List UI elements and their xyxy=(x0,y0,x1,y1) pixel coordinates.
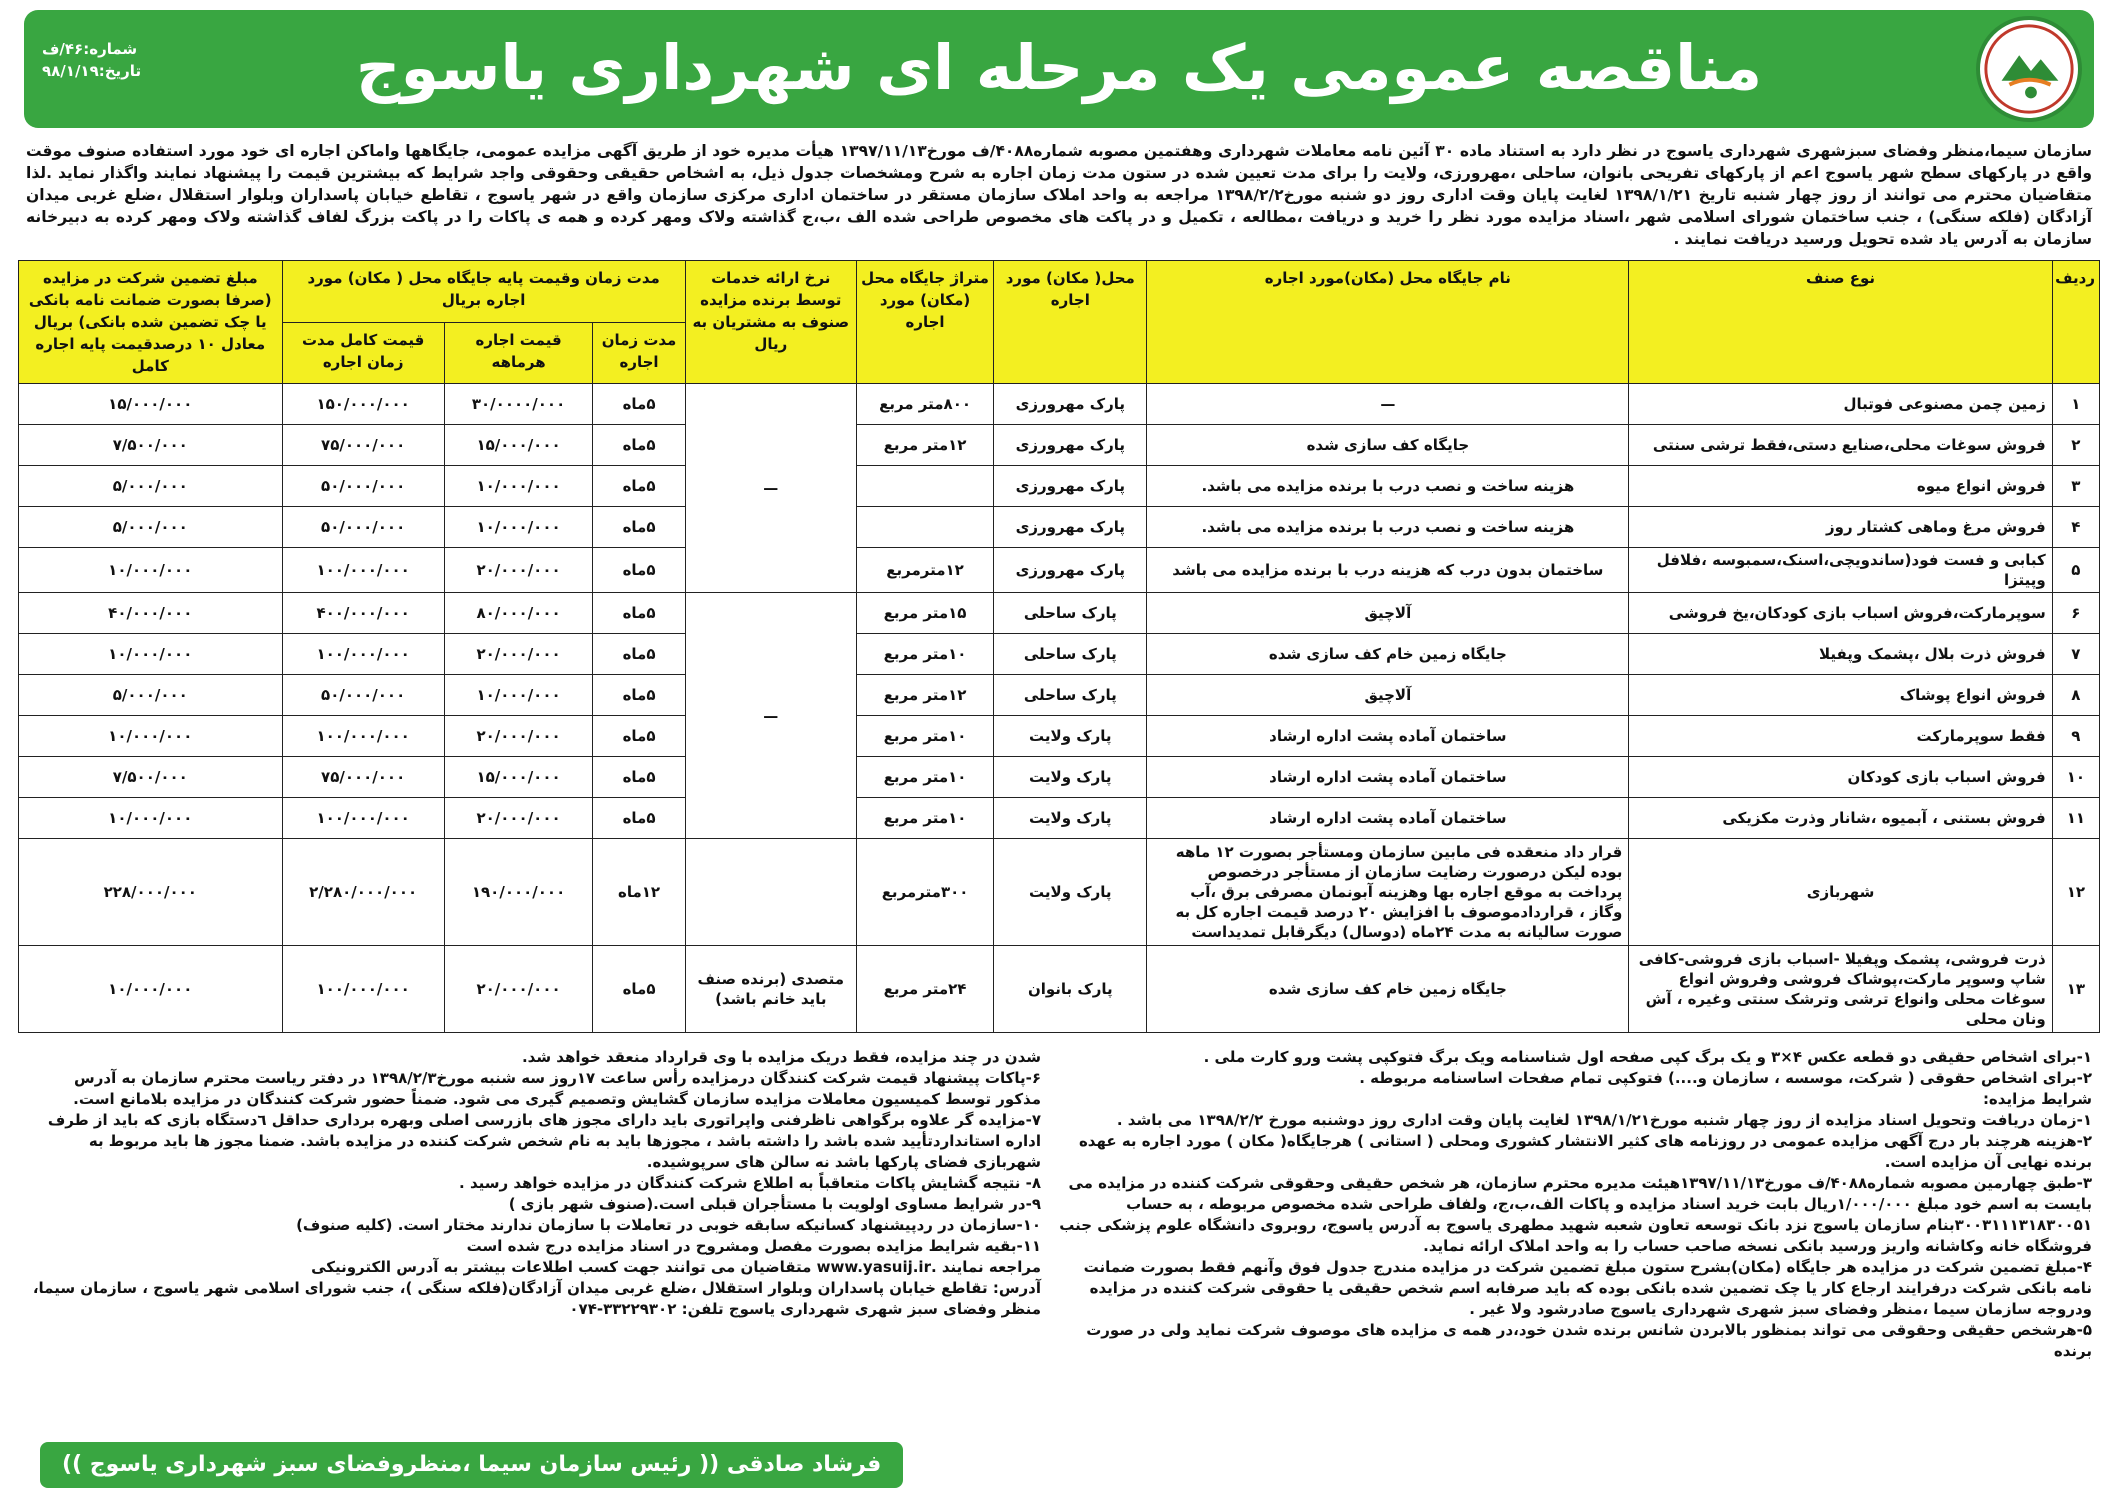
cell-total: ۴۰۰/۰۰۰/۰۰۰ xyxy=(282,593,444,634)
cell-spot: جایگاه کف سازی شده xyxy=(1147,425,1629,466)
reference-info xyxy=(42,38,141,82)
table-row xyxy=(19,466,2100,507)
header-type: نوع صنف xyxy=(1629,261,2052,384)
cell-row-number: ۶ xyxy=(2052,593,2099,634)
cell-place: پارک مهرورزی xyxy=(994,425,1147,466)
cell-monthly: ۱۵/۰۰۰/۰۰۰ xyxy=(444,425,593,466)
cell-place: پارک مهرورزی xyxy=(994,384,1147,425)
cell-monthly: ۲۰/۰۰۰/۰۰۰ xyxy=(444,798,593,839)
cell-area: ۳۰۰مترمربع xyxy=(856,839,993,946)
table-row xyxy=(19,946,2100,1033)
cell-duration: ۵ماه xyxy=(593,946,685,1033)
cell-guarantee: ۴۰/۰۰۰/۰۰۰ xyxy=(19,593,283,634)
conditions-column-left xyxy=(26,1047,1041,1362)
header-banner xyxy=(24,10,2094,128)
cell-area xyxy=(856,466,993,507)
header-area: متراژ جایگاه محل (مکان) مورد اجاره xyxy=(856,261,993,384)
cell-spot: ساختمان آماده پشت اداره ارشاد xyxy=(1147,798,1629,839)
cell-monthly: ۱۰/۰۰۰/۰۰۰ xyxy=(444,466,593,507)
condition-item: ۳-طبق چهارمین مصوبه شماره۴۰۸۸/ف مورخ۱۳۹۷/۱۱/۱۳هیئت مدیره محترم سازمان، هر شخص حقیقی وحقوقی شرکت کننده در مزایده می بایست به اسم خود مبلغ ۱/۰۰۰/۰۰۰ریال بابت خرید اسناد مزایده و پاکات الف،ب،ج، ولفاف طراحی شده مخصوص مربوطه ، به حساب ۳۰۰۳۱۱۱۳۱۸۳۰۰۵۱بنام سازمان یاسوج نزد بانک توسعه تعاون شعبه شهید مطهری یاسوج به آدرس یاسوج، روبروی دانشگاه علوم پزشکی جنب فروشگاه خانه وکاشانه واریز ورسید بانکی نسخه صاحب حساب را به واحد املاک ارائه نماید. xyxy=(1059,1174,2092,1255)
cell-type: فروش بستنی ، آبمیوه ،شانار وذرت مکزیکی xyxy=(1629,798,2052,839)
condition-item: آدرس: تقاطع خیابان پاسداران وبلوار استقلال ،ضلع غربی میدان آزادگان(فلکه سنگی )، جنب شورای اسلامی شهر یاسوج ، سازمان سیما، منظر وفضای سبز شهری شهرداری یاسوج تلفن: ۳۳۲۲۹۳۰۲-۰۷۴ xyxy=(32,1279,1041,1318)
intro-paragraph: سازمان سیما،منظر وفضای سبزشهری شهرداری یاسوج در نظر دارد به استناد ماده ۳۰ آئین نامه معاملات شهرداری وهفتمین مصوبه شماره۴۰۸۸/ف مورخ۱۳۹۷/۱۱/۱۳ هیأت مدیره خود از طریق آگهی مزایده عمومی، جایگاهها واماکن اجاره ای خود مورد استفاده صنوف موقت واقع در پارکهای سطح شهر یاسوج اعم از پارکهای تفریحی بانوان، ساحلی ،مهرورزی، ولایت را برای مدت تعیین شده در ستون مدت زمان اجاره به شرح ومشخصات جدول ذیل، به اشخاص حقیقی وحقوقی واجد شرایط که بیشترین قیمت را پیشنهاد نمایند واگذار نماید .لذا متقاضیان محترم می توانند از روز چهار شنبه تاریخ ۱۳۹۸/۱/۲۱ لغایت پایان وقت اداری روز دو شنبه مورخ۱۳۹۸/۲/۲ مراجعه به واحد املاک سازمان مستقر در ساختمان اداری مرکزی سازمان واقع در شهر یاسوج ، تقاطع خیابان پاسداران وبلوار استقلال ،ضلع غربی میدان آزادگان (فلکه سنگی) ، جنب ساختمان شورای اسلامی شهر ،اسناد مزایده مورد نظر را خرید و دریافت ،مطالعه ، تکمیل و در پاکت های مخصوص طراحی شده الف ،ب،ج گذاشته ولاک ومهر کرده و همه ی پاکات را در پاکت بزرگ لفاف گذاشته ولاک ومهر کرده به دبیرخانه سازمان به آدرس یاد شده تحویل ورسید دریافت نمایند . xyxy=(26,142,2092,248)
cell-area: ۱۲متر مربع xyxy=(856,425,993,466)
condition-item: ۶-پاکات پیشنهاد قیمت شرکت کنندگان درمزایده رأس ساعت ۱۷روز سه شنبه مورخ۱۳۹۸/۲/۳ در دفتر ریاست محترم سازمان به آدرس مذکور توسط کمیسیون معاملات مزایده سازمان گشایش وتصمیم گیری می شود. ضمناً حضور شرکت کنندگان در مزایده بلامانع است. xyxy=(73,1069,1041,1108)
cell-place: پارک ولایت xyxy=(994,798,1147,839)
cell-area: ۱۲مترمربع xyxy=(856,548,993,593)
condition-item: ۲-هزینه هرچند بار درج آگهی مزایده عمومی در روزنامه های کثیر الانتشار کشوری ومحلی ( استانی ) هرجایگاه( مکان ) مورد اجاره به عهده برنده نهایی آن مزایده است. xyxy=(1078,1132,2092,1171)
cell-spot: ساختمان آماده پشت اداره ارشاد xyxy=(1147,716,1629,757)
cell-total: ۱۵۰/۰۰۰/۰۰۰ xyxy=(282,384,444,425)
cell-monthly: ۱۹۰/۰۰۰/۰۰۰ xyxy=(444,839,593,946)
cell-total: ۷۵/۰۰۰/۰۰۰ xyxy=(282,757,444,798)
cell-total: ۱۰۰/۰۰۰/۰۰۰ xyxy=(282,634,444,675)
cell-guarantee: ۱۰/۰۰۰/۰۰۰ xyxy=(19,634,283,675)
cell-spot: آلاچیق xyxy=(1147,675,1629,716)
cell-area: ۸۰۰متر مربع xyxy=(856,384,993,425)
cell-row-number: ۴ xyxy=(2052,507,2099,548)
cell-row-number: ۵ xyxy=(2052,548,2099,593)
cell-total: ۵۰/۰۰۰/۰۰۰ xyxy=(282,466,444,507)
cell-guarantee: ۱۰/۰۰۰/۰۰۰ xyxy=(19,798,283,839)
condition-item: ۷-مزایده گر علاوه برگواهی ناظرفنی واپراتوری باید دارای مجوز های بازرسی اصلی وبهره برداری حداقل ٦دستگاه بازی که باید از طرف اداره استانداردتأیید شده باشد را داشته باشد ، مجوزها باید به نام شخص شرکت کننده در مزایده باشد. ضمنا مجوز ها باید مربوط به شهربازی فضای پارکها باشد نه سالن های سرپوشیده. xyxy=(47,1111,1041,1171)
condition-item: ۵-هرشخص حقیقی وحقوقی می تواند بمنظور بالابردن شانس برنده شدن خود،در همه ی مزایده های موصوف شرکت نماید ولی در صورت برنده xyxy=(1086,1321,2092,1360)
cell-type: فروش ذرت بلال ،پشمک وپفیلا xyxy=(1629,634,2052,675)
table-row xyxy=(19,425,2100,466)
header-place: محل( مکان) مورد اجاره xyxy=(994,261,1147,384)
reference-number: شماره:۴۶/ف xyxy=(42,40,138,58)
header-service: نرخ ارائه خدمات توسط برنده مزایده صنوف به مشتریان به ریال xyxy=(685,261,856,384)
cell-row-number: ۳ xyxy=(2052,466,2099,507)
table-row xyxy=(19,716,2100,757)
cell-spot: ساختمان آماده پشت اداره ارشاد xyxy=(1147,757,1629,798)
cell-duration: ۵ماه xyxy=(593,548,685,593)
table-row xyxy=(19,798,2100,839)
cell-place: پارک ساحلی xyxy=(994,634,1147,675)
cell-guarantee: ۱۰/۰۰۰/۰۰۰ xyxy=(19,946,283,1033)
table-row xyxy=(19,757,2100,798)
cell-monthly: ۲۰/۰۰۰/۰۰۰ xyxy=(444,634,593,675)
cell-place: پارک بانوان xyxy=(994,946,1147,1033)
header-monthly: قیمت اجاره هرماهه xyxy=(444,322,593,384)
table-row xyxy=(19,593,2100,634)
cell-monthly: ۲۰/۰۰۰/۰۰۰ xyxy=(444,946,593,1033)
cell-duration: ۵ماه xyxy=(593,757,685,798)
cell-place: پارک ساحلی xyxy=(994,675,1147,716)
cell-type: فروش مرغ وماهی کشتار روز xyxy=(1629,507,2052,548)
cell-type: شهربازی xyxy=(1629,839,2052,946)
cell-monthly: ۲۰/۰۰۰/۰۰۰ xyxy=(444,716,593,757)
condition-item: شدن در چند مزایده، فقط دریک مزایده با وی قرارداد منعقد خواهد شد. xyxy=(521,1048,1041,1066)
table-row xyxy=(19,384,2100,425)
cell-area xyxy=(856,507,993,548)
cell-area: ۱۰متر مربع xyxy=(856,716,993,757)
cell-duration: ۵ماه xyxy=(593,634,685,675)
cell-spot: جایگاه زمین خام کف سازی شده xyxy=(1147,634,1629,675)
cell-guarantee: ۱۰/۰۰۰/۰۰۰ xyxy=(19,716,283,757)
page-title: مناقصه عمومی یک مرحله ای شهرداری یاسوج xyxy=(355,31,1763,104)
cell-place: پارک مهرورزی xyxy=(994,507,1147,548)
cell-area: ۱۰متر مربع xyxy=(856,634,993,675)
cell-monthly: ۸۰/۰۰۰/۰۰۰ xyxy=(444,593,593,634)
cell-area: ۱۵متر مربع xyxy=(856,593,993,634)
cell-guarantee: ۵/۰۰۰/۰۰۰ xyxy=(19,466,283,507)
cell-row-number: ۱۱ xyxy=(2052,798,2099,839)
condition-item: ۱-زمان دریافت وتحویل اسناد مزایده از روز چهار شنبه مورخ۱۳۹۸/۱/۲۱ لغایت پایان وقت اداری روز دوشنبه مورخ ۱۳۹۸/۲/۲ می باشد . xyxy=(1116,1111,2092,1129)
cell-spot: قرار داد منعقده فی مابین سازمان ومستأجر بصورت ۱۲ ماهه بوده لیکن درصورت رضایت سازمان از مستأجر درخصوص پرداخت به موقع اجاره بها وهزینه آبونمان مصرفی برق ،آب وگاز ، قراردادموصوف با افزایش ۲۰ درصد قیمت اجاره کل به صورت سالیانه به مدت ۲۴ماه (دوسال) دیگرقابل تمدیداست xyxy=(1147,839,1629,946)
cell-duration: ۵ماه xyxy=(593,384,685,425)
cell-type: فقط سوپرمارکت xyxy=(1629,716,2052,757)
condition-item: ۱۱-بقیه شرایط مزایده بصورت مفصل ومشروح در اسناد مزایده درج شده است xyxy=(466,1237,1041,1255)
cell-place: پارک مهرورزی xyxy=(994,548,1147,593)
cell-duration: ۵ماه xyxy=(593,466,685,507)
cell-guarantee: ۷/۵۰۰/۰۰۰ xyxy=(19,425,283,466)
cell-service: — xyxy=(685,384,856,593)
cell-row-number: ۱۲ xyxy=(2052,839,2099,946)
cell-spot: ساختمان بدون درب که هزینه درب با برنده مزایده می باشد xyxy=(1147,548,1629,593)
condition-item: ۸- نتیجه گشایش پاکات متعاقباً به اطلاع شرکت کنندگان در مزایده خواهد رسید . xyxy=(459,1174,1041,1192)
cell-row-number: ۱۰ xyxy=(2052,757,2099,798)
condition-item: شرایط مزایده: xyxy=(1982,1090,2092,1108)
reference-date: تاریخ:۹۸/۱/۱۹ xyxy=(42,62,142,80)
cell-service xyxy=(685,839,856,946)
header-row-number: ردیف xyxy=(2052,261,2099,384)
cell-total: ۱۰۰/۰۰۰/۰۰۰ xyxy=(282,548,444,593)
cell-total: ۲/۲۸۰/۰۰۰/۰۰۰ xyxy=(282,839,444,946)
condition-item: ۱۰-سازمان در ردپیشنهاد کسانیکه سابقه خوبی در تعاملات با سازمان ندارند مختار است. (کلیه صنوف) xyxy=(296,1216,1041,1234)
cell-row-number: ۱ xyxy=(2052,384,2099,425)
condition-item: ۹-در شرایط مساوی اولویت با مستأجران قبلی است.(صنوف شهر بازی ) xyxy=(508,1195,1041,1213)
cell-total: ۷۵/۰۰۰/۰۰۰ xyxy=(282,425,444,466)
cell-duration: ۵ماه xyxy=(593,716,685,757)
cell-row-number: ۹ xyxy=(2052,716,2099,757)
cell-area: ۱۰متر مربع xyxy=(856,757,993,798)
condition-item: ۲-برای اشخاص حقوقی ( شرکت، موسسه ، سازمان و....) فتوکپی تمام صفحات اساسنامه مربوطه . xyxy=(1359,1069,2092,1087)
cell-service: — xyxy=(685,593,856,839)
cell-type: سوپرمارکت،فروش اسباب بازی کودکان،یخ فروشی xyxy=(1629,593,2052,634)
cell-row-number: ۲ xyxy=(2052,425,2099,466)
cell-row-number: ۷ xyxy=(2052,634,2099,675)
cell-guarantee: ۵/۰۰۰/۰۰۰ xyxy=(19,507,283,548)
table-row xyxy=(19,839,2100,946)
cell-type: زمین چمن مصنوعی فوتبال xyxy=(1629,384,2052,425)
header-duration-group: مدت زمان وقیمت پایه جایگاه محل ( مکان) مورد اجاره بریال xyxy=(282,261,685,323)
cell-monthly: ۲۰/۰۰۰/۰۰۰ xyxy=(444,548,593,593)
cell-type: کبابی و فست فود(ساندویچی،اسنک،سمبوسه ،فلافل وپیتزا xyxy=(1629,548,2052,593)
cell-type: فروش انواع پوشاک xyxy=(1629,675,2052,716)
cell-area: ۲۴متر مربع xyxy=(856,946,993,1033)
conditions-section xyxy=(26,1047,2092,1362)
cell-monthly: ۱۵/۰۰۰/۰۰۰ xyxy=(444,757,593,798)
cell-type: ذرت فروشی، پشمک وپفیلا -اسباب بازی فروشی-کافی شاپ وسوپر مارکت،پوشاک فروشی وفروش انواع سوغات محلی وانواع ترشی وترشک سنتی وغیره ، آش ونان محلی xyxy=(1629,946,2052,1033)
cell-guarantee: ۲۲۸/۰۰۰/۰۰۰ xyxy=(19,839,283,946)
cell-place: پارک مهرورزی xyxy=(994,466,1147,507)
cell-total: ۱۰۰/۰۰۰/۰۰۰ xyxy=(282,946,444,1033)
cell-type: فروش اسباب بازی کودکان xyxy=(1629,757,2052,798)
conditions-column-right xyxy=(1052,1047,2092,1362)
cell-total: ۵۰/۰۰۰/۰۰۰ xyxy=(282,675,444,716)
cell-duration: ۵ماه xyxy=(593,425,685,466)
header-duration: مدت زمان اجاره xyxy=(593,322,685,384)
cell-service: متصدی (برنده صنف باید خانم باشد) xyxy=(685,946,856,1033)
header-total: قیمت کامل مدت زمان اجاره xyxy=(282,322,444,384)
cell-total: ۵۰/۰۰۰/۰۰۰ xyxy=(282,507,444,548)
cell-type: فروش سوغات محلی،صنایع دستی،فقط ترشی سنتی xyxy=(1629,425,2052,466)
cell-type: فروش انواع میوه xyxy=(1629,466,2052,507)
cell-spot: هزینه ساخت و نصب درب با برنده مزایده می باشد. xyxy=(1147,466,1629,507)
condition-item: مراجعه نمایند .www.yasuij.ir متقاضیان می توانند جهت کسب اطلاعات بیشتر به آدرس الکترونیکی xyxy=(311,1258,1041,1276)
cell-monthly: ۱۰/۰۰۰/۰۰۰ xyxy=(444,507,593,548)
cell-place: پارک ساحلی xyxy=(994,593,1147,634)
cell-total: ۱۰۰/۰۰۰/۰۰۰ xyxy=(282,798,444,839)
header-spot: نام جایگاه محل (مکان)مورد اجاره xyxy=(1147,261,1629,384)
cell-spot: هزینه ساخت و نصب درب با برنده مزایده می باشد. xyxy=(1147,507,1629,548)
cell-place: پارک ولایت xyxy=(994,757,1147,798)
cell-guarantee: ۱۰/۰۰۰/۰۰۰ xyxy=(19,548,283,593)
cell-guarantee: ۱۵/۰۰۰/۰۰۰ xyxy=(19,384,283,425)
cell-duration: ۵ماه xyxy=(593,507,685,548)
cell-monthly: ۱۰/۰۰۰/۰۰۰ xyxy=(444,675,593,716)
signer-badge: فرشاد صادقی (( رئیس سازمان سیما ،منظروفضای سبز شهرداری یاسوج )) xyxy=(40,1442,903,1488)
cell-duration: ۱۲ماه xyxy=(593,839,685,946)
table-header-row xyxy=(19,261,2100,323)
table-row xyxy=(19,548,2100,593)
cell-area: ۱۰متر مربع xyxy=(856,798,993,839)
table-row xyxy=(19,634,2100,675)
cell-total: ۱۰۰/۰۰۰/۰۰۰ xyxy=(282,716,444,757)
cell-duration: ۵ماه xyxy=(593,798,685,839)
cell-monthly: ۳۰/۰۰۰۰/۰۰۰ xyxy=(444,384,593,425)
cell-spot: — xyxy=(1147,384,1629,425)
tender-table xyxy=(18,260,2100,1033)
condition-item: ۱-برای اشخاص حقیقی دو قطعه عکس ۴×۳ و یک برگ کپی صفحه اول شناسنامه ویک برگ فتوکپی پشت ورو کارت ملی . xyxy=(1203,1048,2092,1066)
cell-area: ۱۲متر مربع xyxy=(856,675,993,716)
cell-row-number: ۱۳ xyxy=(2052,946,2099,1033)
cell-guarantee: ۷/۵۰۰/۰۰۰ xyxy=(19,757,283,798)
condition-item: ۴-مبلغ تضمین شرکت در مزایده هر جایگاه (مکان)بشرح ستون مبلغ تضمین شرکت در مزایده مندرج جدول فوق وآنهم فقط بصورت ضمانت نامه بانکی شرکت درفرایند ارجاع کار یا چک تضمین شده بانکی بوده که باید صرفابه اسم شخص حقیقی یا حقوقی شرکت کننده در مزایده ودروجه سازمان سیما ،منظر وفضای سبز شهری شهرداری یاسوج صادرشود ولا غیر . xyxy=(1083,1258,2092,1318)
cell-spot: آلاچیق xyxy=(1147,593,1629,634)
cell-place: پارک ولایت xyxy=(994,716,1147,757)
cell-place: پارک ولایت xyxy=(994,839,1147,946)
cell-duration: ۵ماه xyxy=(593,593,685,634)
cell-duration: ۵ماه xyxy=(593,675,685,716)
table-row xyxy=(19,507,2100,548)
cell-guarantee: ۵/۰۰۰/۰۰۰ xyxy=(19,675,283,716)
cell-row-number: ۸ xyxy=(2052,675,2099,716)
table-row xyxy=(19,675,2100,716)
header-guarantee: مبلغ تضمین شرکت در مزایده (صرفا بصورت ضمانت نامه بانکی یا چک تضمین شده بانکی) بریال معادل ۱۰ درصدقیمت پایه اجاره کامل xyxy=(19,261,283,384)
cell-spot: جایگاه زمین خام کف سازی شده xyxy=(1147,946,1629,1033)
